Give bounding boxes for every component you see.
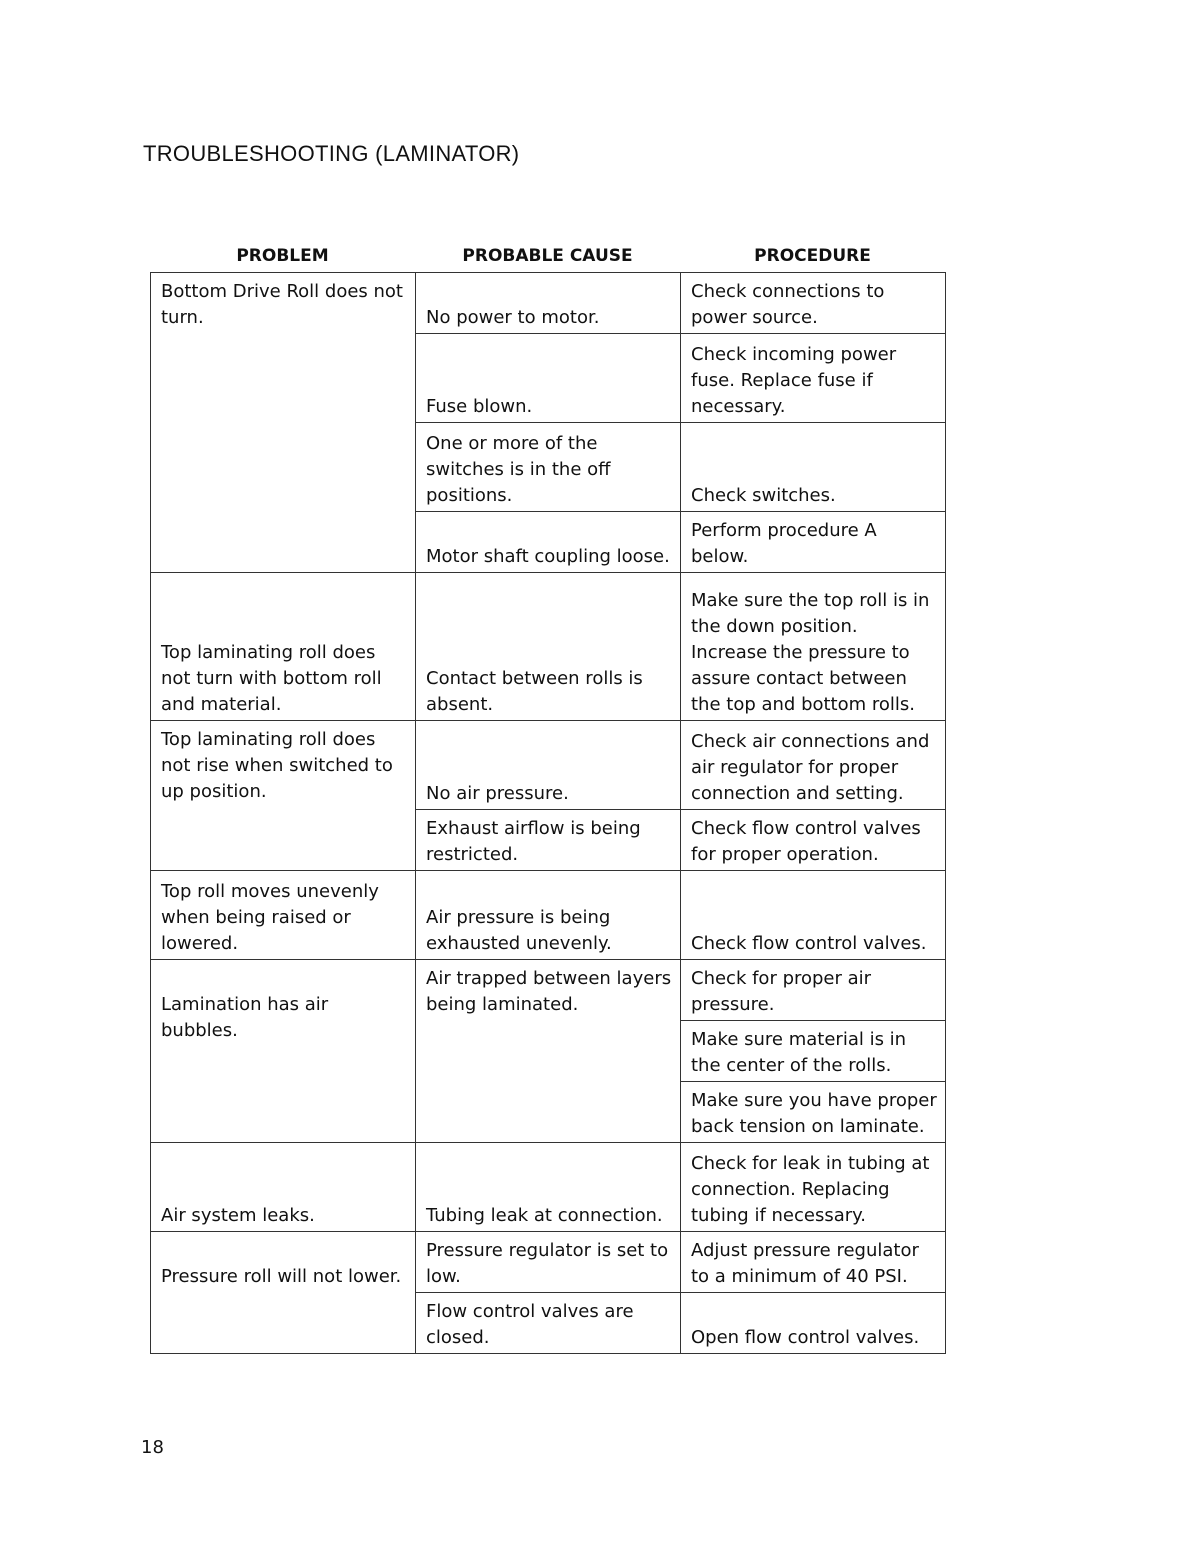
cause-cell: No power to motor.: [416, 273, 681, 334]
table-row: [151, 573, 946, 721]
procedure-cell: Open flow control valves.: [681, 1293, 946, 1354]
procedure-cell: Check for leak in tubing at connection. Replacing tubing if necessary.: [681, 1143, 946, 1232]
cause-cell: No air pressure.: [416, 721, 681, 810]
page-title: TROUBLESHOOTING (LAMINATOR): [143, 141, 520, 166]
table-row: [151, 273, 946, 334]
cause-cell: Air pressure is being exhausted unevenly.: [416, 871, 681, 960]
cause-cell: Air trapped between layers being laminated.: [416, 960, 681, 1143]
table-row: [151, 1143, 946, 1232]
procedure-cell: Check for proper air pressure.: [681, 960, 946, 1021]
problem-cell: Pressure roll will not lower.: [151, 1232, 416, 1354]
problem-cell: Lamination has air bubbles.: [151, 960, 416, 1143]
problem-cell: Top roll moves unevenly when being raised or lowered.: [151, 871, 416, 960]
procedure-cell: Make sure material is in the center of the rolls.: [681, 1021, 946, 1082]
problem-cell: Top laminating roll does not rise when switched to up position.: [151, 721, 416, 871]
table-row: [151, 871, 946, 960]
procedure-cell: Check air connections and air regulator for proper connection and setting.: [681, 721, 946, 810]
procedure-cell: Check flow control valves.: [681, 871, 946, 960]
cause-cell: Exhaust airflow is being restricted.: [416, 810, 681, 871]
page-number: 18: [141, 1437, 164, 1458]
cause-cell: Flow control valves are closed.: [416, 1293, 681, 1354]
problem-cell: Bottom Drive Roll does not turn.: [151, 273, 416, 573]
cause-cell: Pressure regulator is set to low.: [416, 1232, 681, 1293]
cause-cell: One or more of the switches is in the off positions.: [416, 423, 681, 512]
procedure-cell: Adjust pressure regulator to a minimum of 40 PSI.: [681, 1232, 946, 1293]
header-probable-cause: PROBABLE CAUSE: [462, 246, 633, 266]
table-row: [151, 1232, 946, 1293]
troubleshooting-table: [150, 272, 946, 1354]
problem-cell: Air system leaks.: [151, 1143, 416, 1232]
procedure-cell: Perform procedure A below.: [681, 512, 946, 573]
table-row: [151, 960, 946, 1021]
procedure-cell: Check flow control valves for proper operation.: [681, 810, 946, 871]
procedure-cell: Check connections to power source.: [681, 273, 946, 334]
cause-cell: Tubing leak at connection.: [416, 1143, 681, 1232]
column-headers: [150, 246, 945, 266]
cause-cell: Motor shaft coupling loose.: [416, 512, 681, 573]
procedure-cell: Check switches.: [681, 423, 946, 512]
table-row: [151, 721, 946, 810]
cause-cell: Fuse blown.: [416, 334, 681, 423]
header-problem: PROBLEM: [236, 246, 329, 266]
problem-cell: Top laminating roll does not turn with bottom roll and material.: [151, 573, 416, 721]
procedure-cell: Make sure you have proper back tension on laminate.: [681, 1082, 946, 1143]
procedure-cell: Make sure the top roll is in the down position. Increase the pressure to assure contact between the top and bottom rolls.: [681, 573, 946, 721]
header-procedure: PROCEDURE: [754, 246, 871, 266]
cause-cell: Contact between rolls is absent.: [416, 573, 681, 721]
procedure-cell: Check incoming power fuse. Replace fuse if necessary.: [681, 334, 946, 423]
